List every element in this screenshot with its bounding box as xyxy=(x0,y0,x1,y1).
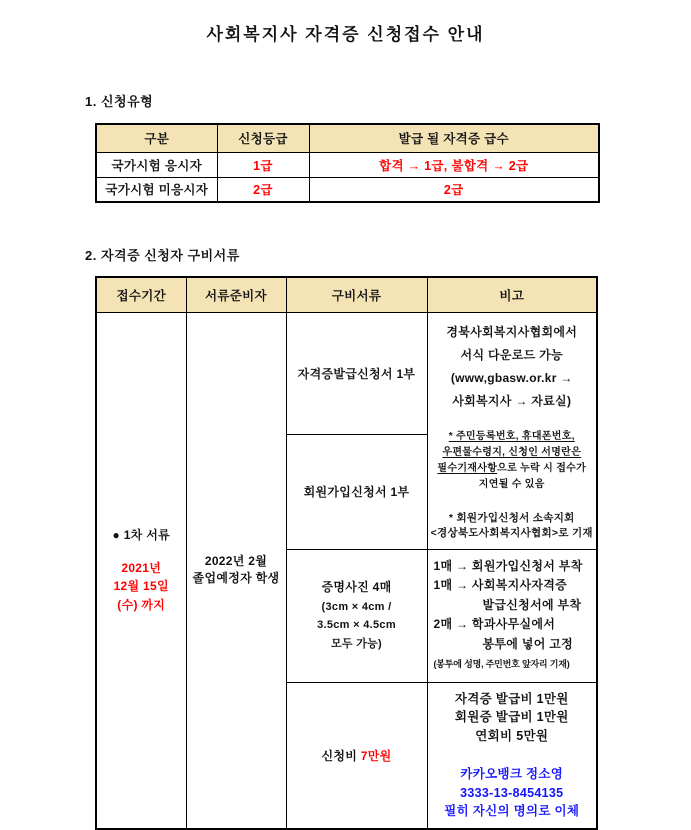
table-header-row xyxy=(96,124,599,152)
bank-transfer-note: 필히 자신의 명의로 이체 xyxy=(444,804,580,819)
grade-cell: 2급 xyxy=(217,177,309,202)
membership-branch-note: * 회원가입신청서 소속지회 <경상북도사회복지사협회>로 기재 xyxy=(430,511,593,539)
envelope-caption: (봉투에 성명, 주민번호 앞자리 기재) xyxy=(433,659,570,669)
table-header-row xyxy=(96,277,597,312)
table-row-non-exam-taker xyxy=(96,177,599,202)
bank-account-number: 3333-13-8454135 xyxy=(460,785,564,800)
deadline-text: 2021년 12월 15일 (수) 까지 xyxy=(113,560,169,613)
page-title: 사회복지사 자격증 신청접수 안내 xyxy=(206,25,485,44)
t2-header-preparer: 서류준비자 xyxy=(186,277,286,312)
t2-header-remarks: 비고 xyxy=(427,277,597,312)
remarks-cell-forms: 경북사회복지사협회에서 서식 다운로드 가능 (www,gbasw.or.kr → 사회복지사 → 자료실) * 주민등록번호, 휴대폰번호, 우편물수령지, 신청인 서명란은 필수기재사항으로 누락 시 접수가 지연될 수 있음 * 회원가입신청서 소속지회 <경상북도사회복지사협회>로 기재 xyxy=(427,312,597,549)
category-cell: 국가시험 응시자 xyxy=(96,152,217,177)
grade-cell: 1급 xyxy=(217,152,309,177)
document-cell-certificate-form: 자격증발급신청서 1부 xyxy=(286,312,427,434)
section2-heading: 2. 자격증 신청자 구비서류 xyxy=(85,248,240,263)
period-label: ● 1차 서류 xyxy=(112,527,170,542)
table-row-certificate-form xyxy=(96,312,597,434)
document-cell-fee: 신청비 7만원 xyxy=(286,682,427,829)
required-fields-note: * 주민등록번호, 휴대폰번호, 우편물수령지, 신청인 서명란은 필수기재사항으로 누락 시 접수가 지연될 수 있음 xyxy=(437,430,587,490)
bank-transfer-info xyxy=(428,765,597,821)
t2-header-period: 접수기간 xyxy=(96,277,186,312)
bank-account-holder: 카카오뱅크 정소영 xyxy=(460,767,564,782)
issued-cell: 합격 → 1급, 불합격 → 2급 xyxy=(309,152,599,177)
table-row-exam-taker xyxy=(96,152,599,177)
document-cell-photos: 증명사진 4매 (3cm × 4cm / 3.5cm × 4.5cm 모두 가능) xyxy=(286,549,427,682)
application-type-table xyxy=(95,123,600,203)
documents-table xyxy=(95,276,598,830)
t1-header-category: 구분 xyxy=(96,124,217,152)
section1-heading: 1. 신청유형 xyxy=(85,94,154,109)
remarks-cell-photos: 1매 → 회원가입신청서 부착 1매 → 사회복지사자격증 발급신청서에 부착 2매 → 학과사무실에서 봉투에 넣어 고정 (봉투에 성명, 주민번호 앞자리 기재) xyxy=(427,549,597,682)
preparer-cell: 2022년 2월 졸업예정자 학생 xyxy=(186,312,286,829)
document-cell-membership-form: 회원가입신청서 1부 xyxy=(286,434,427,549)
t2-header-documents: 구비서류 xyxy=(286,277,427,312)
category-cell: 국가시험 미응시자 xyxy=(96,177,217,202)
remarks-cell-fees: 자격증 발급비 1만원 회원증 발급비 1만원 연회비 5만원 카카오뱅크 정소영 3333-13-8454135 필히 자신의 명의로 이체 xyxy=(427,682,597,829)
t1-header-grade: 신청등급 xyxy=(217,124,309,152)
period-cell xyxy=(96,312,186,829)
issued-cell: 2급 xyxy=(309,177,599,202)
fee-amount: 7만원 xyxy=(360,748,392,763)
t1-header-issued: 발급 될 자격증 급수 xyxy=(309,124,599,152)
